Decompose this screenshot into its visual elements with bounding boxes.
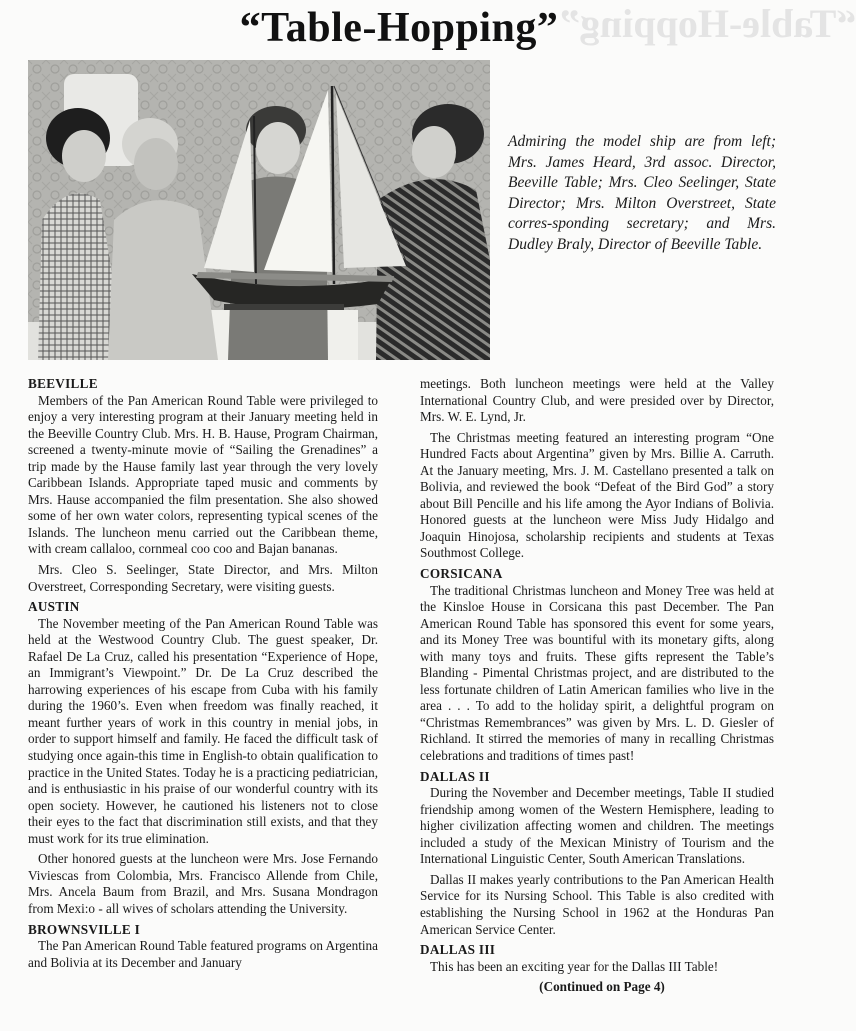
brownsville-continued-paragraph-2: The Christmas meeting featured an interesting program “One Hundred Facts about Argentina” given by Mrs. Billie A. Carruth. At the January meeting, Mrs. J. M. Castellano presented a talk on Bolivia, and reviewed the book “Defeat of the Bird God” a story about Bill Pencille and his life among the Ayor Indians of Bolivia. Honored guests at the luncheon were Miss Judy Hidalgo and Joaquin Hinojosa, scholarship recipients and students at Texas Southmost College. bbox=[420, 429, 774, 561]
dallas-2-paragraph-1: During the November and December meetings, Table II studied friendship among women of the Western Hemisphere, leading to higher civilization affecting women and children. The meetings included a study of the Mexican Ministry of Tourism and the International Linguistic Center, South American Translations. bbox=[420, 785, 774, 867]
page-title: “Table-Hopping” bbox=[239, 5, 559, 51]
brownsville-continued-paragraph-1: meetings. Both luncheon meetings were held at the Valley International Country Club, and were presided over by Director, Mrs. W. E. Lynd, Jr. bbox=[420, 376, 774, 425]
section-heading-dallas-2: DALLAS II bbox=[420, 768, 490, 784]
section-heading-corsicana: CORSICANA bbox=[420, 566, 503, 582]
austin-paragraph-1: The November meeting of the Pan American Round Table was held at the Westwood Country Club. The guest speaker, Dr. Rafael De La Cruz, called his presentation “Experience of Hope, an Immigrant’s Viewpoint.” Dr. De La Cruz described the harrowing experiences of his escape from Cuba with his family during the 1960’s. Even when freedom was finally reached, it meant further years of work in this country in menial jobs, in order to support himself and family. He faced the difficult task of studying once again-this time in English-to obtain qualification to practice in the United States. Today he is a practicing pediatrician, and is enthusiastic in his praise of our wonderful country with its open society. However, he cautioned his listeners not to close their eyes to the fact that discrimination still exists, and that they must work for its true elimination. bbox=[28, 615, 378, 846]
corsicana-paragraph-1: The traditional Christmas luncheon and Money Tree was held at the Kinsloe House in Corsicana this past December. The Pan American Round Table has sponsored this event for some years, and its Money Tree was bountiful with its monetary gifts, along with many toys and fruits. These gifts represent the Table’s Blanding - Pimental Christmas project, and are distributed to the less fortunate children of Latin American families who live in the area . . . To add to the holiday spirit, a delightful program on “Christmas Remembrances” was given by Mrs. L. D. Giesler of Richland. It stirred the memories of many in recalling Christmas celebrations and traditions of times past! bbox=[420, 582, 774, 764]
section-heading-beeville: BEEVILLE bbox=[28, 376, 98, 391]
photo-caption: Admiring the model ship are from left; Mrs. James Heard, 3rd assoc. Director, Beeville Table; Mrs. Cleo Seelinger, State Director; Mrs. Milton Overstreet, State corres-sponding secretary; and Mrs. Dudley Braly, Director of Beeville Table. bbox=[508, 133, 776, 253]
bleed-through-title: “Table-Hopping” bbox=[560, 1, 856, 46]
beeville-paragraph-1: Members of the Pan American Round Table were privileged to enjoy a very interesting program at their January meeting held in the Beeville Country Club. Mrs. H. B. Hause, Program Chairman, screened a twenty-minute movie of “Sailing the Grenadines” a trip made by the Hause family last year through the very lovely Caribbean Islands. Appropriate taped music and comments by Mrs. Hause accompanied the film presentation. She also showed some of her own water colors, representing typical scenes of the Islands. The luncheon menu carried out the Caribbean theme, with cream callaloo, cornmeal coo coo and Bajan bananas. bbox=[28, 392, 378, 557]
photo bbox=[28, 60, 490, 360]
right-column bbox=[420, 376, 774, 1016]
beeville-paragraph-2: Mrs. Cleo S. Seelinger, State Director, and Mrs. Milton Overstreet, Corresponding Secretary, were visiting guests. bbox=[28, 562, 378, 594]
section-heading-dallas-3: DALLAS III bbox=[420, 942, 496, 958]
section-heading-brownsville: BROWNSVILLE I bbox=[28, 921, 140, 937]
continued-notice: (Continued on Page 4) bbox=[539, 979, 665, 995]
brownsville-paragraph-1: The Pan American Round Table featured programs on Argentina and Bolivia at its December and January bbox=[28, 938, 378, 970]
dallas-2-paragraph-2: Dallas II makes yearly contributions to the Pan American Health Service for its Nursing School. This Table is also credited with establishing the Nursing School in 1962 at the Honduras Pan American Service Center. bbox=[420, 871, 774, 937]
dallas-3-paragraph-1: This has been an exciting year for the Dallas III Table! bbox=[430, 958, 719, 974]
austin-paragraph-2: Other honored guests at the luncheon were Mrs. Jose Fernando Viviescas from Colombia, Mrs. Francisco Allende from Chile, Mrs. Ancela Baum from Brazil, and Mrs. Susana Mondragon from Mexi:o - all wives of scholars attending the University. bbox=[28, 851, 378, 916]
left-column bbox=[28, 376, 378, 1016]
section-heading-austin: AUSTIN bbox=[28, 599, 80, 615]
